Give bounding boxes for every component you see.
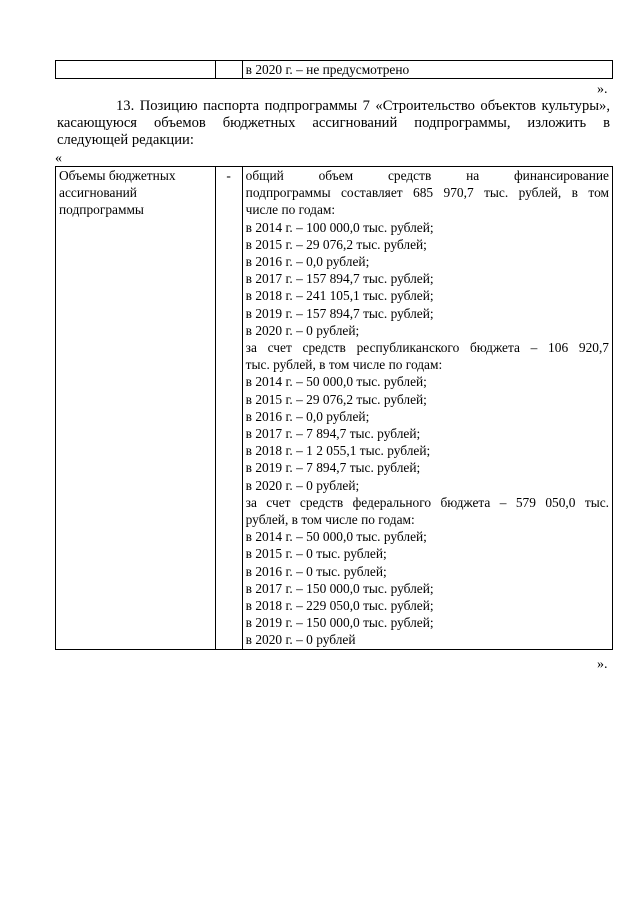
- content-line: в 2014 г. – 100 000,0 тыс. рублей;: [245, 219, 434, 235]
- content-line: в 2019 г. – 150 000,0 тыс. рублей;: [245, 615, 434, 631]
- amendment-paragraph: [57, 98, 610, 149]
- opening-quote: «: [55, 151, 62, 166]
- dash-cell: -: [215, 167, 242, 650]
- paragraph-line: следующей редакции:: [57, 132, 194, 148]
- content-line: подпрограммы составляет 685 970,7 тыс. рублей, в том: [245, 185, 609, 201]
- content-line: в 2015 г. – 29 076,2 тыс. рублей;: [245, 236, 427, 252]
- paragraph-line: 13. Позицию паспорта подпрограммы 7 «Строительство объектов культуры»,: [116, 98, 610, 114]
- content-line: в 2014 г. – 50 000,0 тыс. рублей;: [245, 374, 427, 390]
- label-cell: [56, 167, 216, 650]
- content-line: за счет средств федерального бюджета – 579 050,0 тыс.: [245, 494, 609, 510]
- paragraph-line: касающуюся объемов бюджетных ассигнований подпрограммы, изложить в: [57, 115, 610, 131]
- content-line: в 2017 г. – 157 894,7 тыс. рублей;: [245, 271, 434, 287]
- content-line: в 2020 г. – 0 рублей;: [245, 477, 360, 493]
- content-line: в 2018 г. – 1 2 055,1 тыс. рублей;: [245, 443, 431, 459]
- content-line: тыс. рублей, в том числе по годам:: [245, 357, 443, 373]
- content-line: числе по годам:: [245, 202, 336, 218]
- content-line: в 2019 г. – 157 894,7 тыс. рублей;: [245, 305, 434, 321]
- content-line: в 2020 г. – 0 рублей: [245, 632, 356, 648]
- content-line: в 2018 г. – 241 105,1 тыс. рублей;: [245, 288, 434, 304]
- content-line: в 2015 г. – 29 076,2 тыс. рублей;: [245, 391, 427, 407]
- empty-label-cell: [56, 61, 216, 79]
- budget-table: [55, 166, 613, 650]
- content-line: в 2016 г. – 0 тыс. рублей;: [245, 563, 387, 579]
- label-line: ассигнований: [59, 185, 137, 201]
- content-line: за счет средств республиканского бюджета – 106 920,7: [245, 340, 609, 356]
- content-line: в 2015 г. – 0 тыс. рублей;: [245, 546, 387, 562]
- content-line: в 2017 г. – 150 000,0 тыс. рублей;: [245, 580, 434, 596]
- content-line: в 2014 г. – 50 000,0 тыс. рублей;: [245, 529, 427, 545]
- table-row: [56, 167, 613, 650]
- label-line: подпрограммы: [59, 202, 144, 218]
- content-line: в 2018 г. – 229 050,0 тыс. рублей;: [245, 598, 434, 614]
- content-line: в 2019 г. – 7 894,7 тыс. рублей;: [245, 460, 421, 476]
- previous-table-last-line: в 2020 г. – не предусмотрено: [242, 61, 612, 79]
- content-cell: [242, 167, 612, 650]
- content-line: в 2020 г. – 0 рублей;: [245, 322, 360, 338]
- content-line: в 2017 г. – 7 894,7 тыс. рублей;: [245, 426, 421, 442]
- label-line: Объемы бюджетных: [59, 168, 176, 183]
- closing-quote-top: ».: [597, 82, 608, 97]
- empty-dash-cell: [215, 61, 242, 79]
- content-line: рублей, в том числе по годам:: [245, 512, 415, 528]
- content-line: в 2016 г. – 0,0 рублей;: [245, 408, 370, 424]
- content-line: в 2016 г. – 0,0 рублей;: [245, 254, 370, 270]
- closing-quote-bottom: ».: [597, 657, 608, 672]
- table-row: [56, 61, 613, 79]
- previous-table-fragment: [55, 60, 613, 79]
- content-line: общий объем средств на финансирование: [245, 168, 609, 183]
